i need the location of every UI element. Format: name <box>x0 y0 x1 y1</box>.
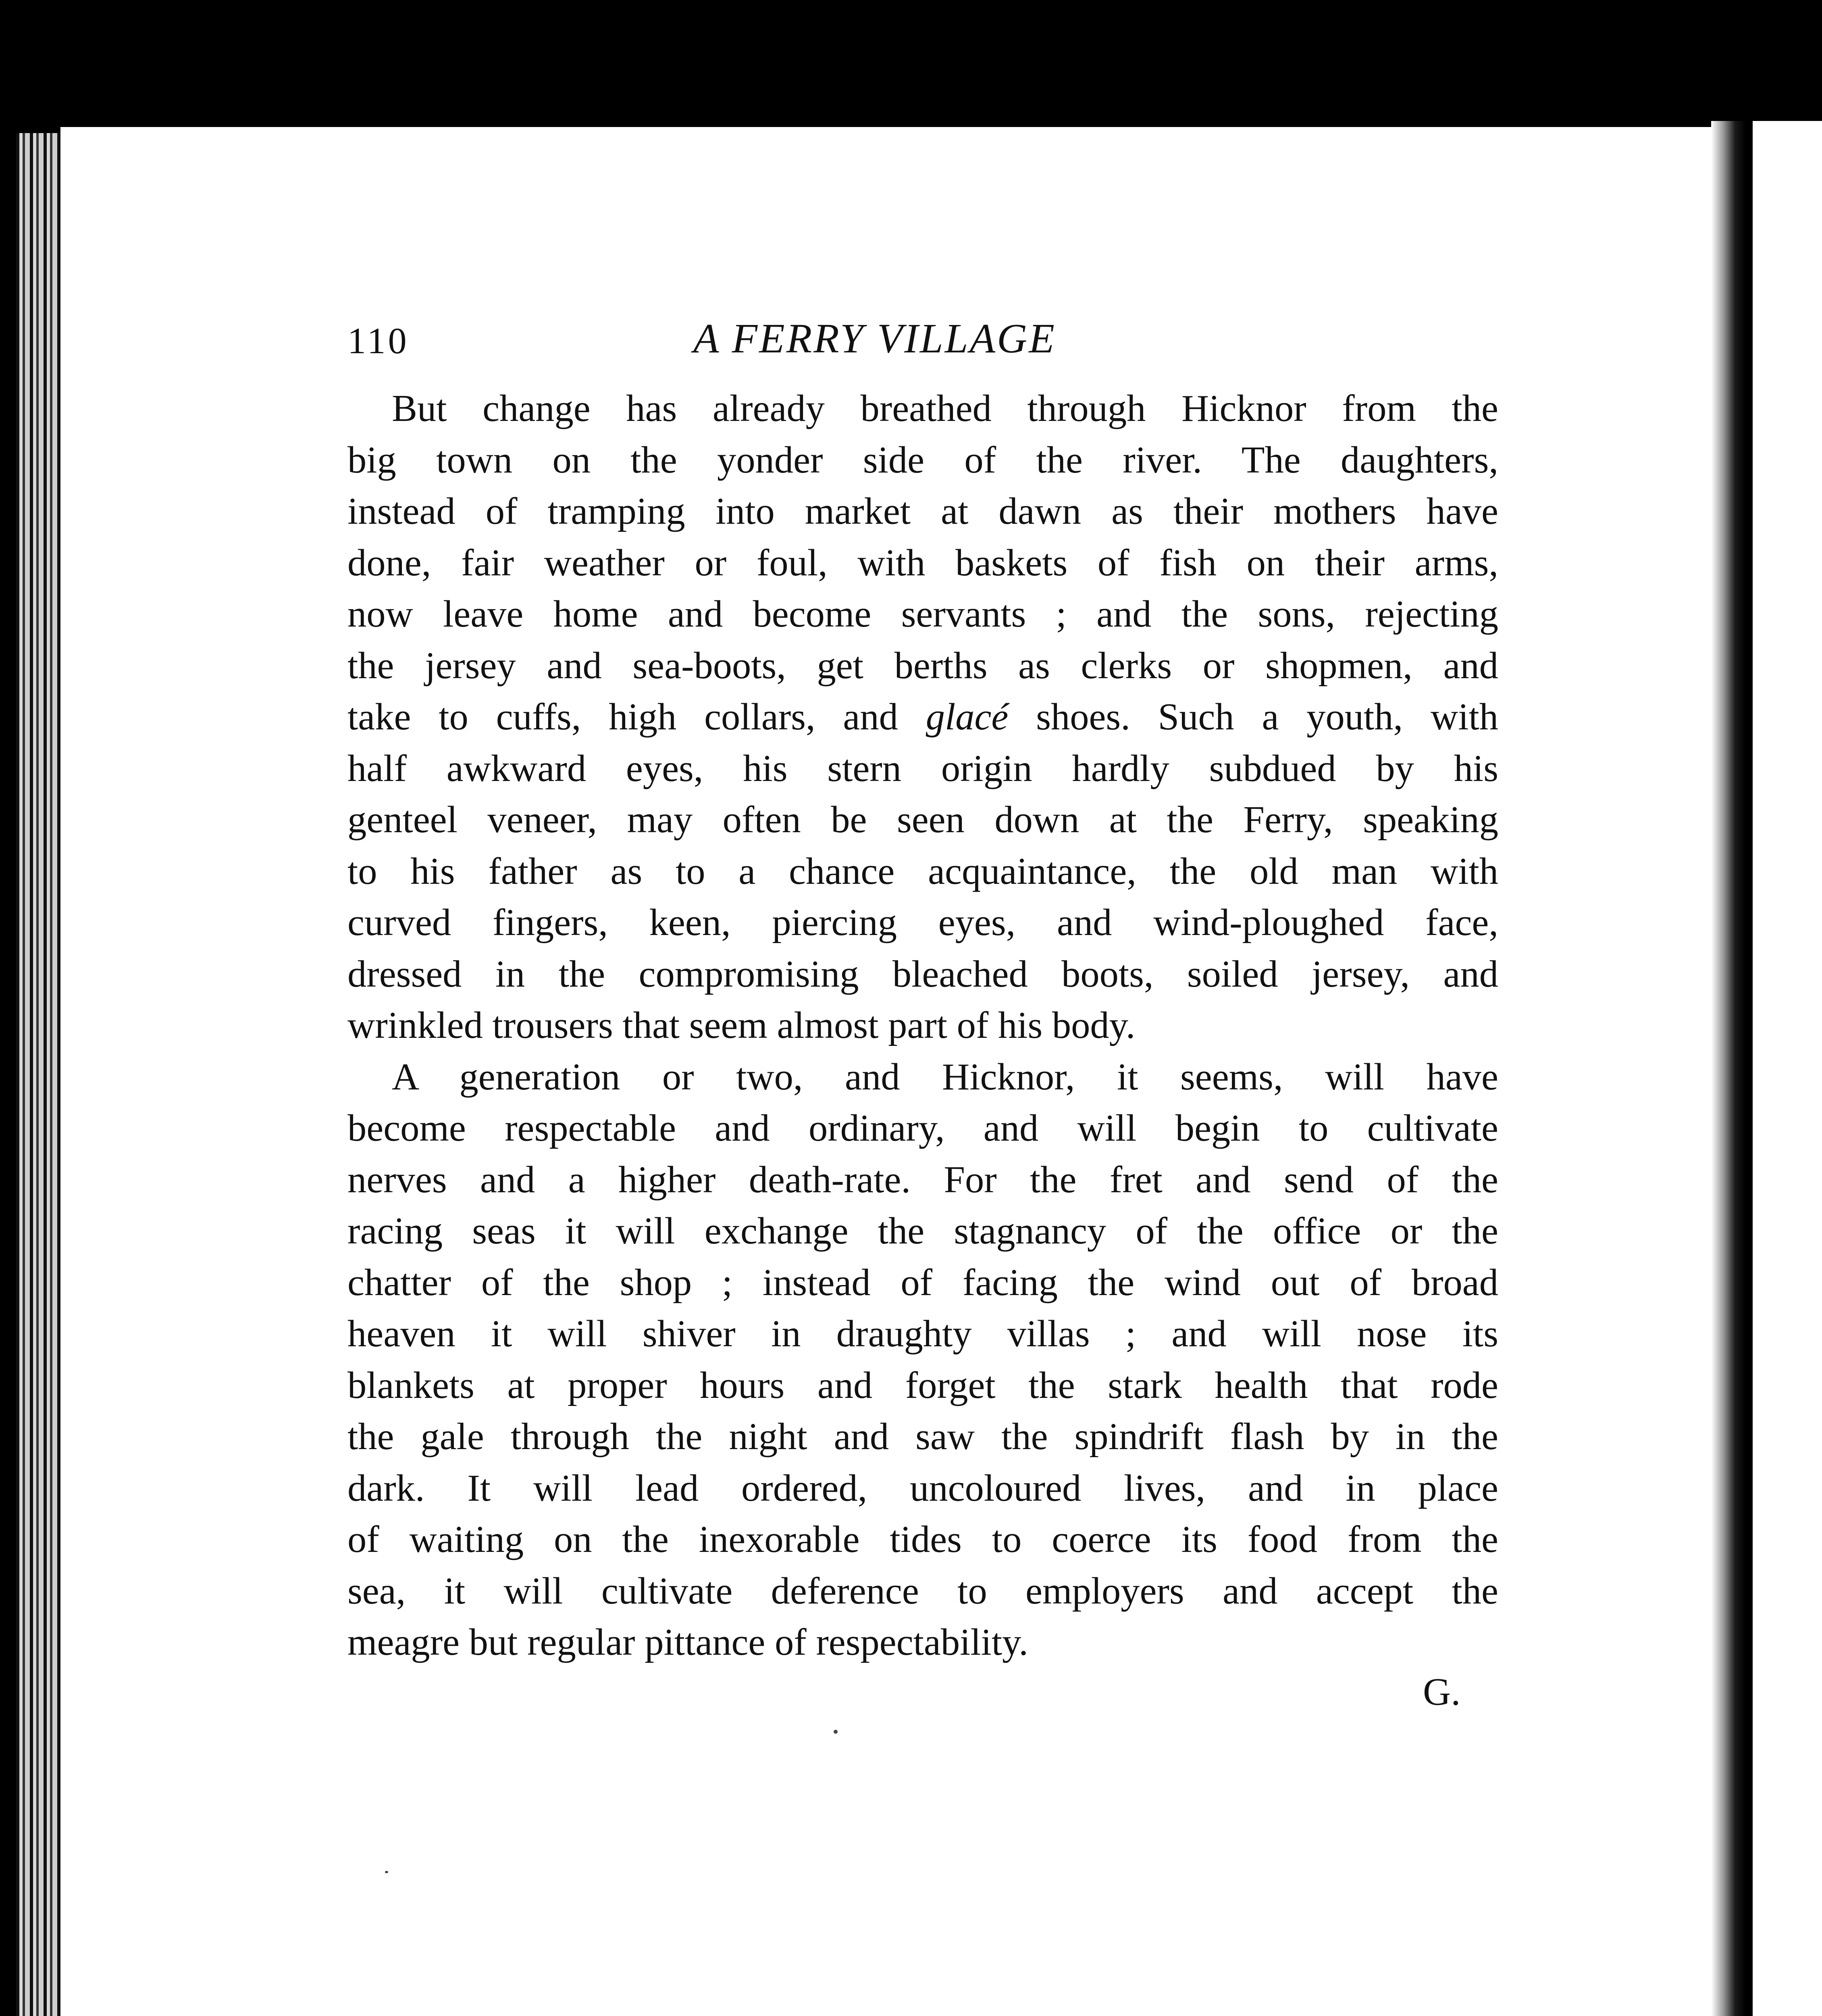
scan-speck <box>834 1730 838 1734</box>
gutter-line <box>1745 121 1753 2016</box>
text-line: take to cuffs, high collars, and glacé shoes. Such a youth, with <box>347 696 1498 738</box>
running-head: A FERRY VILLAGE <box>693 315 1056 362</box>
text-line: dressed in the compromising bleached boots, soiled jersey, and <box>347 953 1498 995</box>
text-line: A generation or two, and Hicknor, it seems, will have <box>392 1056 1498 1098</box>
text-line: become respectable and ordinary, and will begin to cultivate <box>347 1107 1498 1149</box>
text-line: dark. It will lead ordered, uncoloured lives, and in place <box>347 1467 1498 1509</box>
text-line: instead of tramping into market at dawn as their mothers have <box>347 490 1498 532</box>
text-line: chatter of the shop ; instead of facing the wind out of broad <box>347 1261 1498 1304</box>
facing-page-edge <box>1745 121 1822 2016</box>
text-line: nerves and a higher death-rate. For the fret and send of the <box>347 1158 1498 1201</box>
scan-speck <box>385 1871 388 1873</box>
text-line: But change has already breathed through Hicknor from the <box>392 387 1498 429</box>
text-line: of waiting on the inexorable tides to coerce its food from the <box>347 1518 1498 1560</box>
text-line: to his father as to a chance acquaintance, the old man with <box>347 850 1498 892</box>
body-text <box>347 383 1498 1668</box>
text-line: done, fair weather or foul, with baskets of fish on their arms, <box>347 541 1498 584</box>
text-line: big town on the yonder side of the river. The daughters, <box>347 439 1498 481</box>
text-line: the gale through the night and saw the spindrift flash by in the <box>347 1416 1498 1458</box>
text-line: curved fingers, keen, piercing eyes, and wind-ploughed face, <box>347 902 1498 943</box>
text-line: heaven it will shiver in draughty villas ; and will nose its <box>347 1313 1498 1355</box>
page-number: 110 <box>347 320 409 361</box>
text-line: the jersey and sea-boots, get berths as clerks or shopmen, and <box>347 644 1498 687</box>
text-line: sea, it will cultivate deference to employers and accept the <box>347 1570 1498 1612</box>
text-line: now leave home and become servants ; and the sons, rejecting <box>347 593 1498 635</box>
spine-shadow <box>1711 121 1745 2016</box>
text-line: racing seas it will exchange the stagnancy of the office or the <box>347 1210 1498 1252</box>
text-line: genteel veneer, may often be seen down at the Ferry, speaking <box>347 799 1498 841</box>
text-line: blankets at proper hours and forget the stark health that rode <box>347 1364 1498 1406</box>
text-line: wrinkled trousers that seem almost part of his body. <box>347 1004 1136 1046</box>
text-line: half awkward eyes, his stern origin hardly subdued by his <box>347 747 1498 789</box>
text-line: meagre but regular pittance of respectability. <box>347 1621 1028 1663</box>
author-signature-initial: G. <box>1423 1670 1461 1713</box>
